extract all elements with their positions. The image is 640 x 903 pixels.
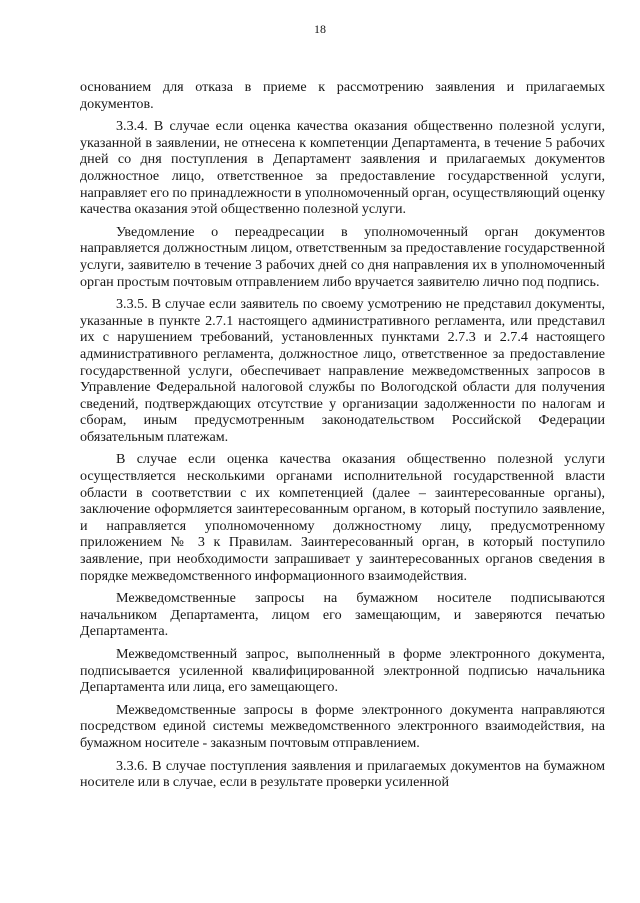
- paragraph-3-3-4: 3.3.4. В случае если оценка качества оказания общественно полезной услуги, указанной в заявлении, не отнесена к компетенции Департамента, в течение 5 рабочих дней со дня поступления в Департамент заявления и прилагаемых документов должностное лицо, ответственное за предоставление государственной услуги, направляет его по принадлежности в уполномоченный орган, осуществляющий оценку качества оказания этой общественно полезной услуги.: [80, 118, 605, 218]
- paragraph-interested-bodies: В случае если оценка качества оказания общественно полезной услуги осуществляется несколькими органами исполнительной государственной власти области в соответствии с их компетенцией (далее – заинтересованные органы), заключение оформляется заинтересованным органом, в который поступило заявление, и направляется уполномоченному должностному лицу, предусмотренному приложением № 3 к Правилам. Заинтересованный орган, в который поступило заявление, при необходимости запрашивает у заинтересованных органов сведения в порядке межведомственного информационного взаимодействия.: [80, 451, 605, 584]
- paragraph-request-delivery: Межведомственные запросы в форме электронного документа направляются посредством единой системы межведомственного электронного взаимодействия, на бумажном носителе - заказным почтовым отправлением.: [80, 701, 605, 751]
- paragraph-3-3-6: 3.3.6. В случае поступления заявления и прилагаемых документов на бумажном носителе или в случае, если в результате проверки усиленной: [80, 757, 605, 791]
- document-body: [80, 79, 605, 797]
- page-number: 18: [314, 22, 326, 36]
- paragraph-paper-requests: Межведомственные запросы на бумажном носителе подписываются начальником Департамента, лицом его замещающим, и заверяются печатью Департамента.: [80, 590, 605, 640]
- paragraph-redirect-notice: Уведомление о переадресации в уполномоченный орган документов направляется должностным лицом, ответственным за предоставление государственной услуги, заявителю в течение 3 рабочих дней со дня направления их в уполномоченный орган простым почтовым отправлением либо вручается заявителю лично под подпись.: [80, 223, 605, 290]
- paragraph-continuation: основанием для отказа в приеме к рассмотрению заявления и прилагаемых документов.: [80, 79, 605, 112]
- paragraph-3-3-5: 3.3.5. В случае если заявитель по своему усмотрению не представил документы, указанные в пункте 2.7.1 настоящего административного регламента, или представил их с нарушением требований, установленных пунктами 2.7.3 и 2.7.4 настоящего административного регламента, должностное лицо, ответственное за предоставление государственной услуги, обеспечивает направление межведомственных запросов в Управление Федеральной налоговой службы по Вологодской области для получения сведений, подтверждающих отсутствие у организации задолженности по налогам и сборам, иным предусмотренным законодательством Российской Федерации обязательным платежам.: [80, 296, 605, 445]
- paragraph-electronic-request: Межведомственный запрос, выполненный в форме электронного документа, подписывается усиленной квалифицированной электронной подписью начальника Департамента или лица, его замещающего.: [80, 646, 605, 696]
